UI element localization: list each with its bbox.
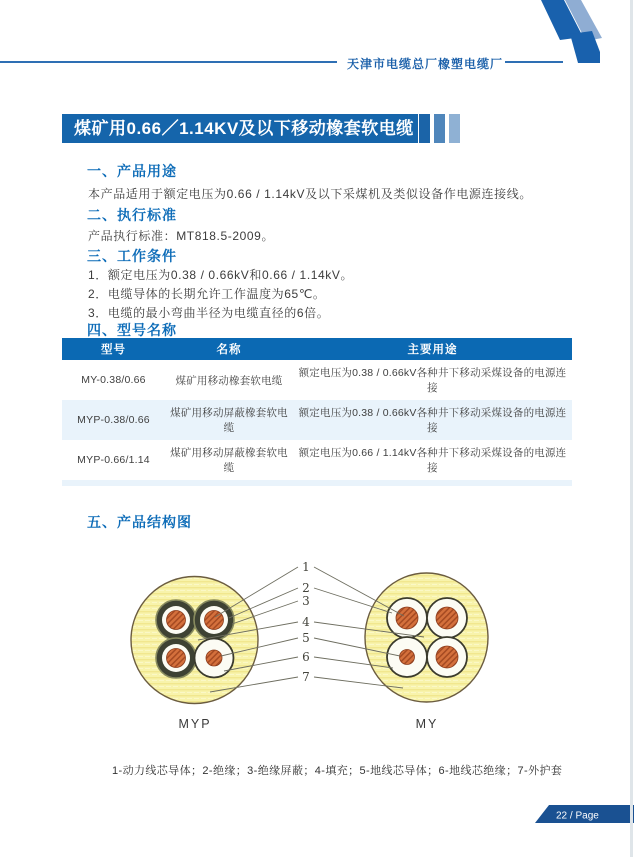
table-bottom-strip (62, 480, 572, 486)
page-number-flag (530, 803, 634, 825)
condition-item-3: 3．电缆的最小弯曲半径为电缆直径的6倍。 (88, 306, 330, 320)
column-header-model: 型号 (62, 338, 165, 360)
condition-item-1: 1．额定电压为0.38 / 0.66kV和0.66 / 1.14kV。 (88, 268, 354, 282)
part-number-2: 2 (302, 581, 310, 595)
usage-body-text: 本产品适用于额定电压为0.66 / 1.14kV及以下采煤机及类似设备作电源连接线。 (88, 187, 532, 201)
table-row (62, 400, 572, 440)
myp-cable-cross-section (131, 577, 258, 704)
company-name: 天津市电缆总厂橡塑电缆厂 (347, 57, 504, 71)
myp-ground-core (195, 639, 234, 678)
title-accent-bar-1 (419, 114, 430, 143)
product-title-bar: 煤矿用0.66／1.14KV及以下移动橡套软电缆 (62, 114, 418, 143)
my-power-core (387, 598, 427, 638)
table-cell: MYP-0.38/0.66 (77, 414, 150, 426)
my-label: MY (415, 717, 439, 731)
part-number-1: 1 (302, 560, 310, 574)
part-number-3: 3 (302, 594, 310, 608)
model-table-body (62, 360, 572, 480)
table-row (62, 440, 572, 480)
table-cell: 煤矿用移动橡套软电缆 (175, 374, 283, 387)
column-header-name: 名称 (165, 338, 293, 360)
table-cell: 煤矿用移动屏蔽橡套软电缆 (170, 447, 288, 474)
section-heading-standard: 二、执行标准 (87, 207, 177, 223)
part-number-4: 4 (302, 615, 310, 629)
myp-power-core (156, 600, 196, 640)
model-table (62, 338, 572, 480)
header-rule-left (0, 61, 337, 63)
section-heading-structure: 五、产品结构图 (87, 514, 192, 530)
model-table-container (62, 338, 572, 480)
part-number-5: 5 (302, 631, 310, 645)
myp-power-core (194, 600, 234, 640)
my-power-core (427, 637, 467, 677)
column-header-usage: 主要用途 (293, 338, 572, 360)
my-cable-cross-section (365, 573, 488, 702)
section-heading-models: 四、型号名称 (87, 322, 177, 338)
title-accent-bar-2 (434, 114, 445, 143)
table-cell: 额定电压为0.38 / 0.66kV各种井下移动采煤设备的电源连接 (298, 367, 567, 394)
section-heading-conditions: 三、工作条件 (87, 248, 177, 264)
table-cell: MY-0.38/0.66 (81, 374, 146, 386)
diagram-legend-caption: 1-动力线芯导体；2-绝缘；3-绝缘屏蔽；4-填充；5-地线芯导体；6-地线芯绝缘；7-外护套 (112, 765, 563, 777)
table-row (62, 360, 572, 400)
cable-structure-diagram (110, 550, 530, 745)
header-rule-right (505, 61, 563, 63)
my-ground-core (387, 637, 427, 677)
table-header-row (62, 338, 572, 360)
part-number-6: 6 (302, 650, 310, 664)
table-cell: 额定电压为0.38 / 0.66kV各种井下移动采煤设备的电源连接 (298, 407, 567, 434)
myp-power-core (156, 638, 196, 678)
standard-body-text: 产品执行标准：MT818.5-2009。 (88, 229, 275, 243)
my-power-core (427, 598, 467, 638)
table-cell: 煤矿用移动屏蔽橡套软电缆 (170, 407, 288, 434)
page-edge-shadow (630, 0, 633, 857)
part-number-7: 7 (302, 670, 310, 684)
my-outer-sheath (365, 573, 488, 702)
table-cell: 额定电压为0.66 / 1.14kV各种井下移动采煤设备的电源连接 (298, 447, 567, 474)
myp-outer-sheath (131, 577, 258, 704)
section-heading-usage: 一、产品用途 (87, 163, 177, 179)
title-accent-bar-3 (449, 114, 460, 143)
page-number-label: 22 / Page (556, 810, 599, 822)
condition-item-2: 2．电缆导体的长期允许工作温度为65℃。 (88, 287, 326, 301)
part-numbers (302, 560, 310, 684)
myp-label: MYP (178, 717, 212, 731)
table-cell: MYP-0.66/1.14 (77, 454, 150, 466)
corner-diagonal-decoration (520, 0, 634, 70)
